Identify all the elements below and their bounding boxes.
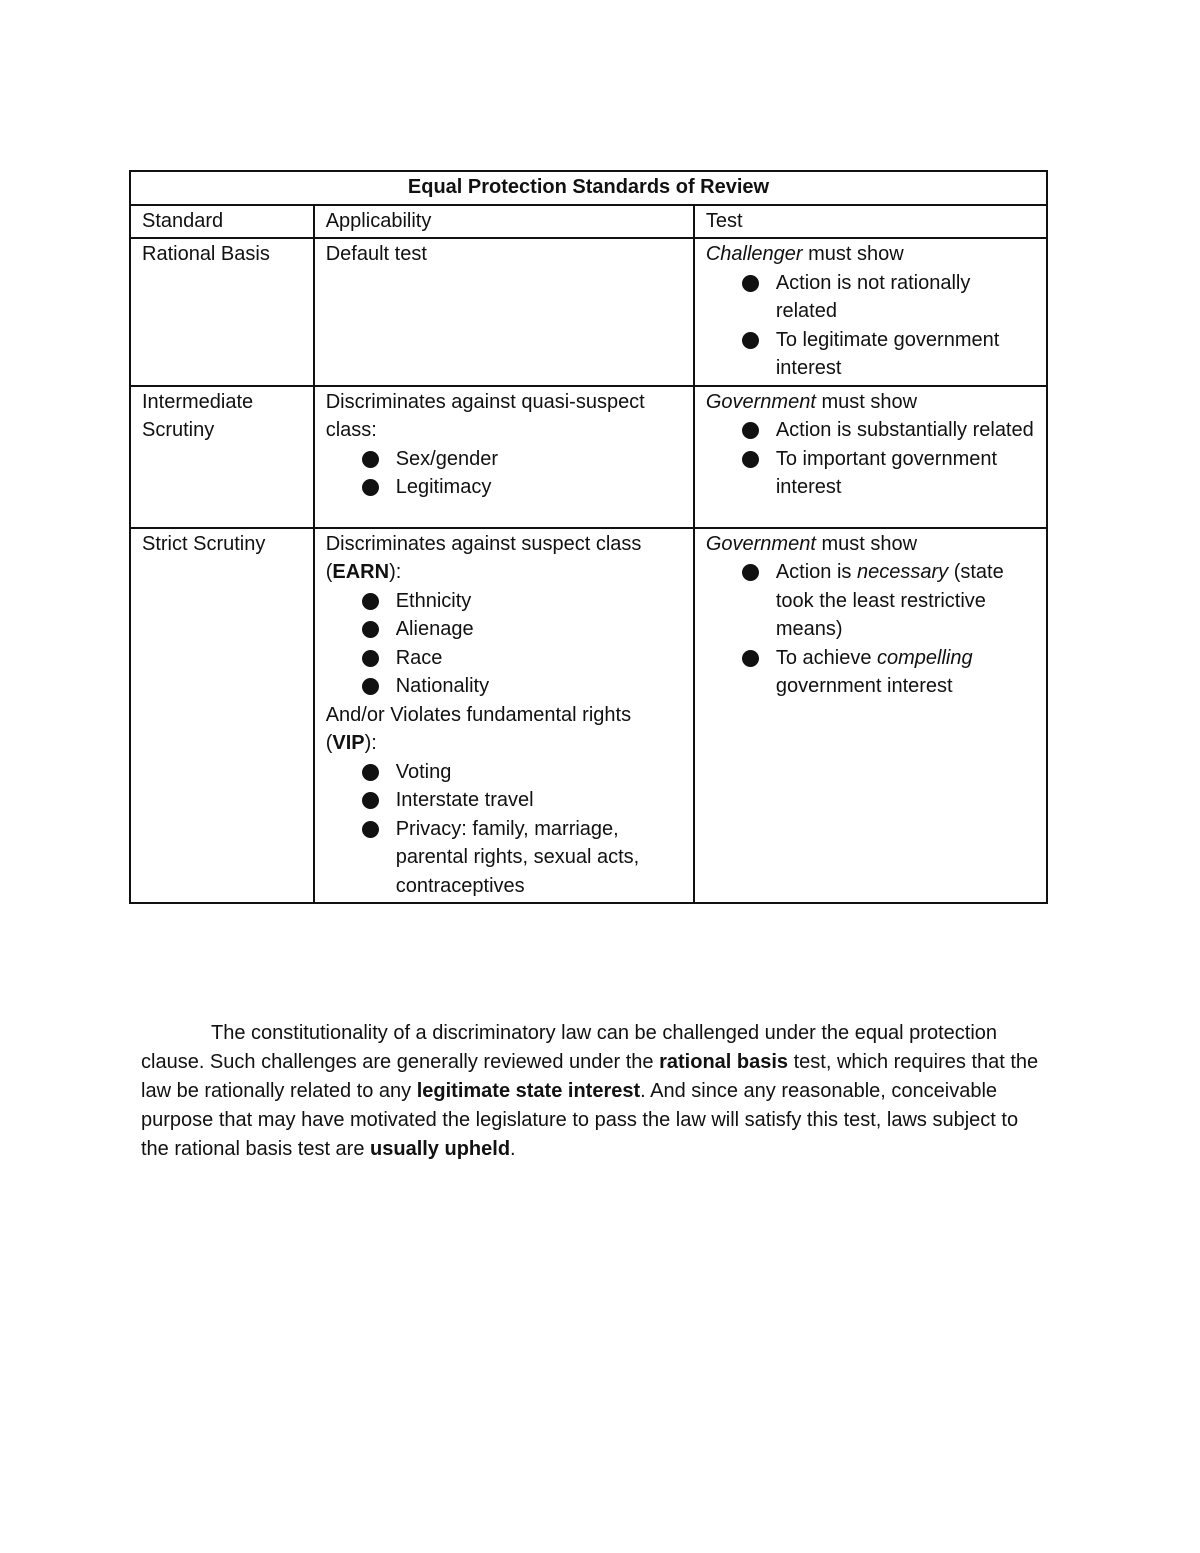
para-segment: The constitutionality of a discriminatory law can be challenged under the equal protection clause. Such challenges are generally reviewed under the	[141, 1022, 998, 1073]
list-item: Nationality	[396, 672, 682, 701]
list-item: Interstate travel	[396, 786, 682, 815]
list-item	[776, 558, 1035, 644]
list-item: Action is not rationally related	[776, 269, 1035, 326]
test-intro-rest: must show	[802, 243, 904, 265]
para-bold: rational basis	[659, 1051, 789, 1073]
applicability-list	[326, 445, 682, 502]
list-item	[776, 644, 1035, 701]
earn-mnemonic: EARN	[332, 561, 390, 583]
item-emphasis: necessary	[856, 561, 949, 583]
table-row-strict-scrutiny	[130, 528, 1047, 904]
applicability2-pre: And/or Violates fundamental rights (	[325, 703, 632, 754]
standard-cell: Strict Scrutiny	[130, 528, 314, 904]
test-list	[706, 558, 1035, 701]
para-bold: legitimate state interest	[416, 1080, 641, 1102]
vip-mnemonic: VIP	[332, 732, 365, 754]
list-item: Action is substantially related	[776, 416, 1035, 445]
item-text: To achieve	[775, 646, 877, 669]
standard-cell: Intermediate Scrutiny	[130, 386, 314, 528]
applicability-pre: Discriminates against suspect class (	[325, 532, 642, 583]
standards-table	[129, 170, 1048, 904]
table-row-intermediate-scrutiny	[130, 386, 1047, 528]
test-actor: Challenger	[705, 243, 803, 265]
test-intro	[706, 388, 1035, 417]
applicability2-post: ):	[364, 732, 377, 754]
test-intro	[706, 530, 1035, 559]
test-intro-rest: must show	[815, 532, 918, 555]
applicability-text: Default test	[325, 243, 427, 265]
applicability-text	[326, 530, 682, 587]
body-paragraph	[141, 1019, 1041, 1164]
applicability-text-2	[326, 701, 682, 758]
list-item: Privacy: family, marriage, parental rights, sexual acts, contraceptives	[396, 815, 682, 901]
applicability-cell	[314, 386, 694, 528]
test-cell	[694, 528, 1047, 904]
table-row-rational-basis	[130, 238, 1047, 386]
header-applicability: Applicability	[314, 205, 694, 239]
table-header-row	[130, 205, 1047, 239]
item-text-rest: (state took the least restrictive means)	[775, 561, 1004, 640]
list-item: Legitimacy	[396, 473, 682, 502]
list-item: Ethnicity	[396, 587, 682, 616]
test-actor: Government	[705, 390, 816, 413]
list-item: To important government interest	[776, 445, 1035, 502]
applicability-cell	[314, 238, 694, 386]
list-item: To legitimate government interest	[776, 326, 1035, 383]
para-segment: test, which requires that the law be rationally related to any	[141, 1051, 1039, 1102]
header-standard: Standard	[130, 205, 314, 239]
suspect-class-list	[326, 587, 682, 701]
applicability-cell	[314, 528, 694, 904]
fundamental-rights-list	[326, 758, 682, 901]
test-list	[706, 269, 1035, 383]
table-title: Equal Protection Standards of Review	[130, 171, 1047, 205]
applicability-post: ):	[389, 561, 402, 583]
item-text-rest: government interest	[775, 675, 953, 697]
standard-cell: Rational Basis	[130, 238, 314, 386]
header-test: Test	[694, 205, 1047, 239]
applicability-text: Discriminates against quasi-suspect class:	[325, 390, 645, 441]
test-list	[706, 416, 1035, 502]
para-segment: . And since any reasonable, conceivable purpose that may have motivated the legislature to pass the law will satisfy this test, laws subject to the rational basis test are	[141, 1080, 1019, 1160]
list-item: Race	[396, 644, 682, 673]
test-actor: Government	[705, 532, 816, 555]
para-segment: .	[510, 1138, 516, 1160]
list-item: Alienage	[396, 615, 682, 644]
test-intro-rest: must show	[815, 390, 918, 413]
item-text: Action is	[775, 561, 857, 583]
list-item: Sex/gender	[396, 445, 682, 474]
test-intro	[706, 240, 1035, 269]
para-bold: usually upheld	[370, 1138, 511, 1160]
test-cell	[694, 386, 1047, 528]
paragraph-text	[141, 1019, 1041, 1164]
test-cell	[694, 238, 1047, 386]
list-item: Voting	[396, 758, 682, 787]
item-emphasis: compelling	[877, 646, 973, 669]
